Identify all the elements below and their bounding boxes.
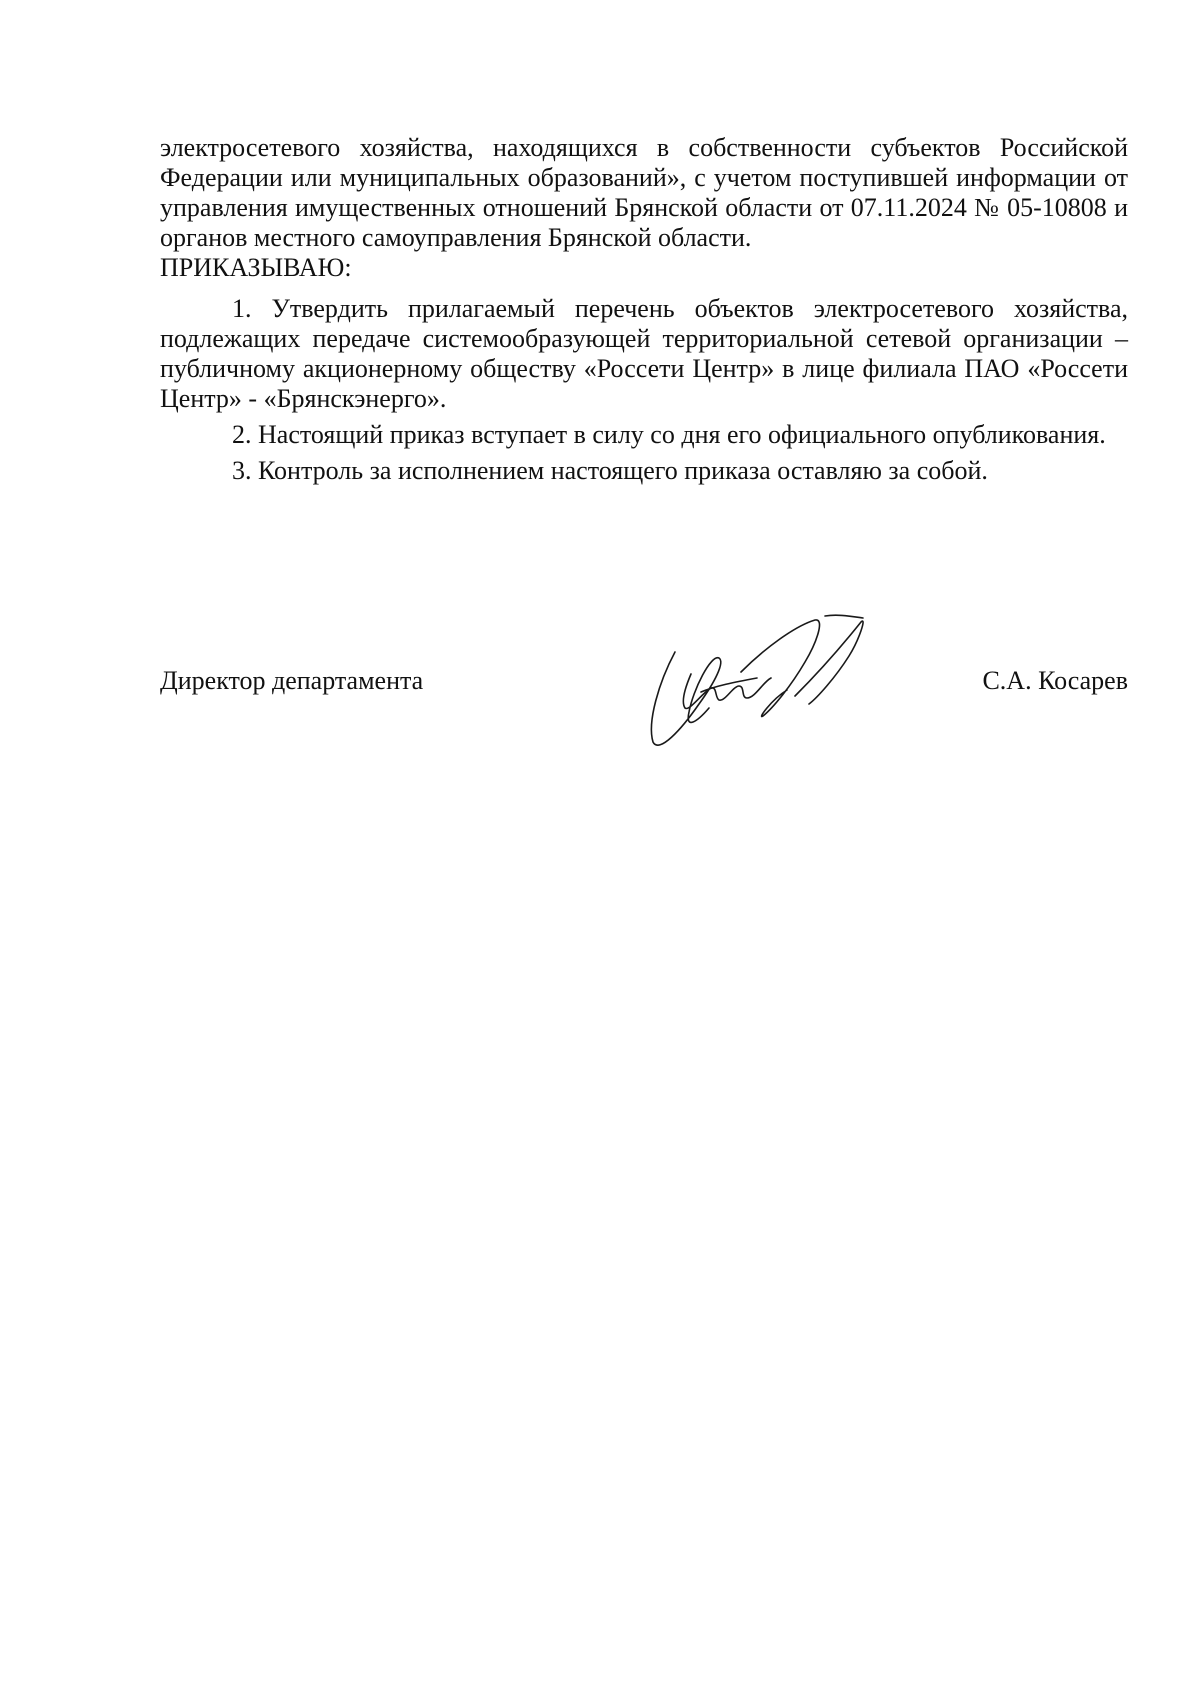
handwritten-signature <box>645 612 895 762</box>
order-keyword: ПРИКАЗЫВАЮ: <box>160 253 352 282</box>
signatory-name: С.А. Косарев <box>982 666 1128 695</box>
signatory-position: Директор департамента <box>160 666 424 695</box>
intro-paragraph: электросетевого хозяйства, находящихся в собственности субъектов Российской Федерации или муниципальных образований», с учетом поступившей информации от управления имущественных отношений Брянской области от 07.11.2024 № 05-10808 и органов местного самоуправления Брянской области. <box>160 133 1128 252</box>
order-item-3: 3. Контроль за исполнением настоящего приказа оставляю за собой. <box>232 456 988 485</box>
document-body <box>160 133 1128 486</box>
order-item-1: 1. Утвердить прилагаемый перечень объектов электросетевого хозяйства, подлежащих передаче системообразующей территориальной сетевой организации – публичному акционерному обществу «Россети Центр» в лице филиала ПАО «Россети Центр» - «Брянскэнерго». <box>160 294 1128 413</box>
order-item-2: 2. Настоящий приказ вступает в силу со дня его официального опубликования. <box>232 420 1106 449</box>
